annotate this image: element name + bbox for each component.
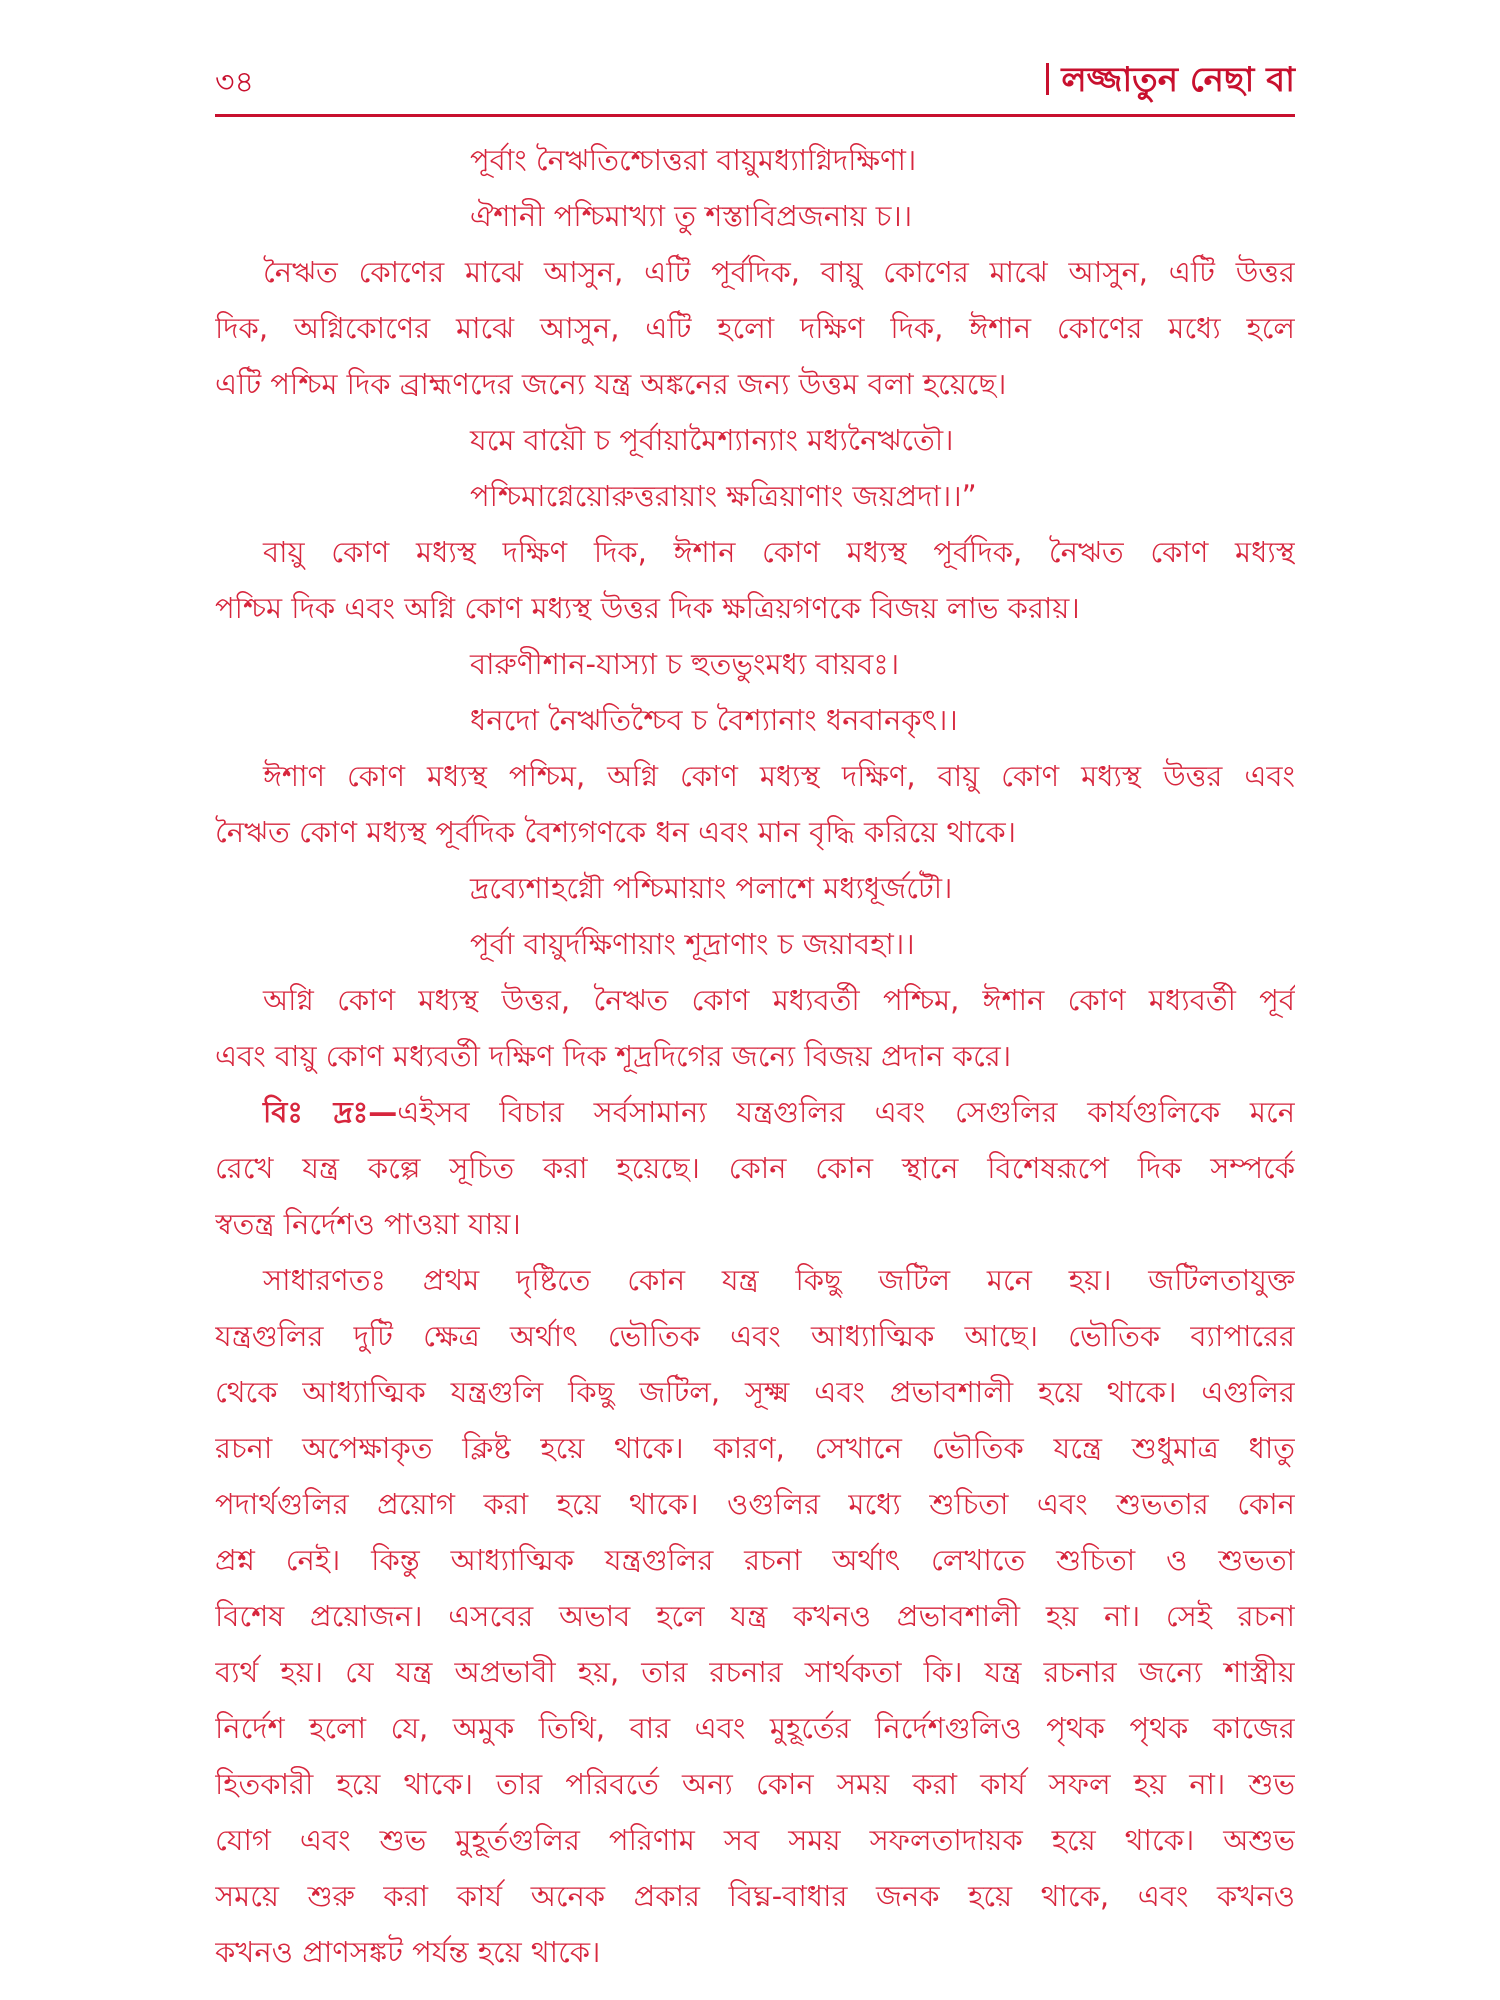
body-text bbox=[215, 132, 1295, 1980]
running-title-text: লজ্জাতুন নেছা বা bbox=[1061, 60, 1295, 100]
paragraph-line: ঈশাণ কোণ মধ্যস্থ পশ্চিম, অগ্নি কোণ মধ্যস্থ দক্ষিণ, বায়ু কোণ মধ্যস্থ উত্তর এবং bbox=[263, 759, 1295, 793]
paragraph-line: যন্ত্রগুলির দুটি ক্ষেত্র অর্থাৎ ভৌতিক এবং আধ্যাত্মিক আছে। ভৌতিক ব্যাপারের bbox=[215, 1319, 1295, 1353]
paragraph-line: পদার্থগুলির প্রয়োগ করা হয়ে থাকে। ওগুলির মধ্যে শুচিতা এবং শুভতার কোন bbox=[215, 1487, 1295, 1521]
book-page bbox=[215, 50, 1295, 1969]
paragraph-line: এটি পশ্চিম দিক ব্রাহ্মণদের জন্যে যন্ত্র অঙ্কনের জন্য উত্তম বলা হয়েছে। bbox=[215, 367, 1007, 401]
paragraph-line: এবং বায়ু কোণ মধ্যবর্তী দক্ষিণ দিক শূদ্রদিগের জন্যে বিজয় প্রদান করে। bbox=[215, 1039, 1012, 1073]
header-rule bbox=[215, 114, 1295, 117]
paragraph-line: ব্যর্থ হয়। যে যন্ত্র অপ্রভাবী হয়, তার রচনার সার্থকতা কি। যন্ত্র রচনার জন্যে শাস্ত্রীয় bbox=[215, 1655, 1295, 1689]
paragraph-line: নৈঋত কোণ মধ্যস্থ পূর্বদিক বৈশ্যগণকে ধন এবং মান বৃদ্ধি করিয়ে থাকে। bbox=[215, 815, 1017, 849]
paragraph-line: সাধারণতঃ প্রথম দৃষ্টিতে কোন যন্ত্র কিছু জটিল মনে হয়। জটিলতাযুক্ত bbox=[263, 1263, 1295, 1297]
paragraph-line: পশ্চিম দিক এবং অগ্নি কোণ মধ্যস্থ উত্তর দিক ক্ষত্রিয়গণকে বিজয় লাভ করায়। bbox=[215, 591, 1080, 625]
paragraph-line: সময়ে শুরু করা কার্য অনেক প্রকার বিঘ্ন-বাধার জনক হয়ে থাকে, এবং কখনও bbox=[215, 1879, 1295, 1913]
verse-line: যমে বায়ৌ চ পূর্বায়ামৈশ্যান্যাং মধ্যনৈঋতৌ। bbox=[470, 423, 954, 457]
paragraph-line: প্রশ্ন নেই। কিন্তু আধ্যাত্মিক যন্ত্রগুলির রচনা অর্থাৎ লেখাতে শুচিতা ও শুভতা bbox=[215, 1543, 1295, 1577]
paragraph-line: নির্দেশ হলো যে, অমুক তিথি, বার এবং মুহূর্তের নির্দেশগুলিও পৃথক পৃথক কাজের bbox=[215, 1711, 1295, 1745]
verse-line: বারুণীশান-যাস্যা চ হুতভুংমধ্য বায়বঃ। bbox=[470, 647, 900, 681]
paragraph-line: দিক, অগ্নিকোণের মাঝে আসুন, এটি হলো দক্ষিণ দিক, ঈশান কোণের মধ্যে হলে bbox=[215, 311, 1295, 345]
verse-line: পশ্চিমাগ্নেয়োরুত্তরায়াং ক্ষত্রিয়াণাং জয়প্রদা।।” bbox=[470, 479, 977, 513]
page-header bbox=[215, 50, 1295, 120]
note-line bbox=[215, 1084, 1295, 1140]
verse-line: ধনদো নৈঋতিশ্চৈব চ বৈশ্যানাং ধনবানকৃৎ।। bbox=[470, 703, 958, 737]
paragraph-line: নৈঋত কোণের মাঝে আসুন, এটি পূর্বদিক, বায়ু কোণের মাঝে আসুন, এটি উত্তর bbox=[263, 255, 1295, 289]
note-text: এইসব বিচার সর্বসামান্য যন্ত্রগুলির এবং সেগুলির কার্যগুলিকে মনে bbox=[397, 1095, 1295, 1129]
verse-line: পূর্বা বায়ুর্দক্ষিণায়াং শূদ্রাণাং চ জয়াবহা।। bbox=[470, 927, 915, 961]
note-label: বিঃ দ্রঃ— bbox=[263, 1095, 398, 1129]
paragraph-line: বায়ু কোণ মধ্যস্থ দক্ষিণ দিক, ঈশান কোণ মধ্যস্থ পূর্বদিক, নৈঋত কোণ মধ্যস্থ bbox=[263, 535, 1295, 569]
title-separator-bar bbox=[1046, 63, 1049, 95]
verse-line: ঐশানী পশ্চিমাখ্যা তু শস্তাবিপ্রজনায় চ।। bbox=[470, 199, 913, 233]
paragraph-line: কখনও প্রাণসঙ্কট পর্যন্ত হয়ে থাকে। bbox=[215, 1935, 601, 1969]
paragraph-line: যোগ এবং শুভ মুহূর্তগুলির পরিণাম সব সময় সফলতাদায়ক হয়ে থাকে। অশুভ bbox=[215, 1823, 1295, 1857]
running-title bbox=[1046, 54, 1295, 111]
paragraph-line: অগ্নি কোণ মধ্যস্থ উত্তর, নৈঋত কোণ মধ্যবর্তী পশ্চিম, ঈশান কোণ মধ্যবর্তী পূর্ব bbox=[263, 983, 1295, 1017]
paragraph-line: হিতকারী হয়ে থাকে। তার পরিবর্তে অন্য কোন সময় করা কার্য সফল হয় না। শুভ bbox=[215, 1767, 1295, 1801]
page-number: ৩৪ bbox=[215, 65, 254, 100]
verse-line: পূর্বাং নৈঋতিশ্চোত্তরা বায়ুমধ্যাগ্নিদক্ষিণা। bbox=[470, 143, 917, 177]
paragraph-line: স্বতন্ত্র নির্দেশও পাওয়া যায়। bbox=[215, 1207, 521, 1241]
paragraph-line: রেখে যন্ত্র কল্পে সূচিত করা হয়েছে। কোন কোন স্থানে বিশেষরূপে দিক সম্পর্কে bbox=[215, 1151, 1295, 1185]
paragraph-line: থেকে আধ্যাত্মিক যন্ত্রগুলি কিছু জটিল, সূক্ষ্ম এবং প্রভাবশালী হয়ে থাকে। এগুলির bbox=[215, 1375, 1295, 1409]
paragraph-line: রচনা অপেক্ষাকৃত ক্লিষ্ট হয়ে থাকে। কারণ, সেখানে ভৌতিক যন্ত্রে শুধুমাত্র ধাতু bbox=[215, 1431, 1295, 1465]
paragraph-line: বিশেষ প্রয়োজন। এসবের অভাব হলে যন্ত্র কখনও প্রভাবশালী হয় না। সেই রচনা bbox=[215, 1599, 1295, 1633]
verse-line: দ্রব্যেশাহগ্নৌ পশ্চিমায়াং পলাশে মধ্যধূর্জটৌ। bbox=[470, 871, 953, 905]
